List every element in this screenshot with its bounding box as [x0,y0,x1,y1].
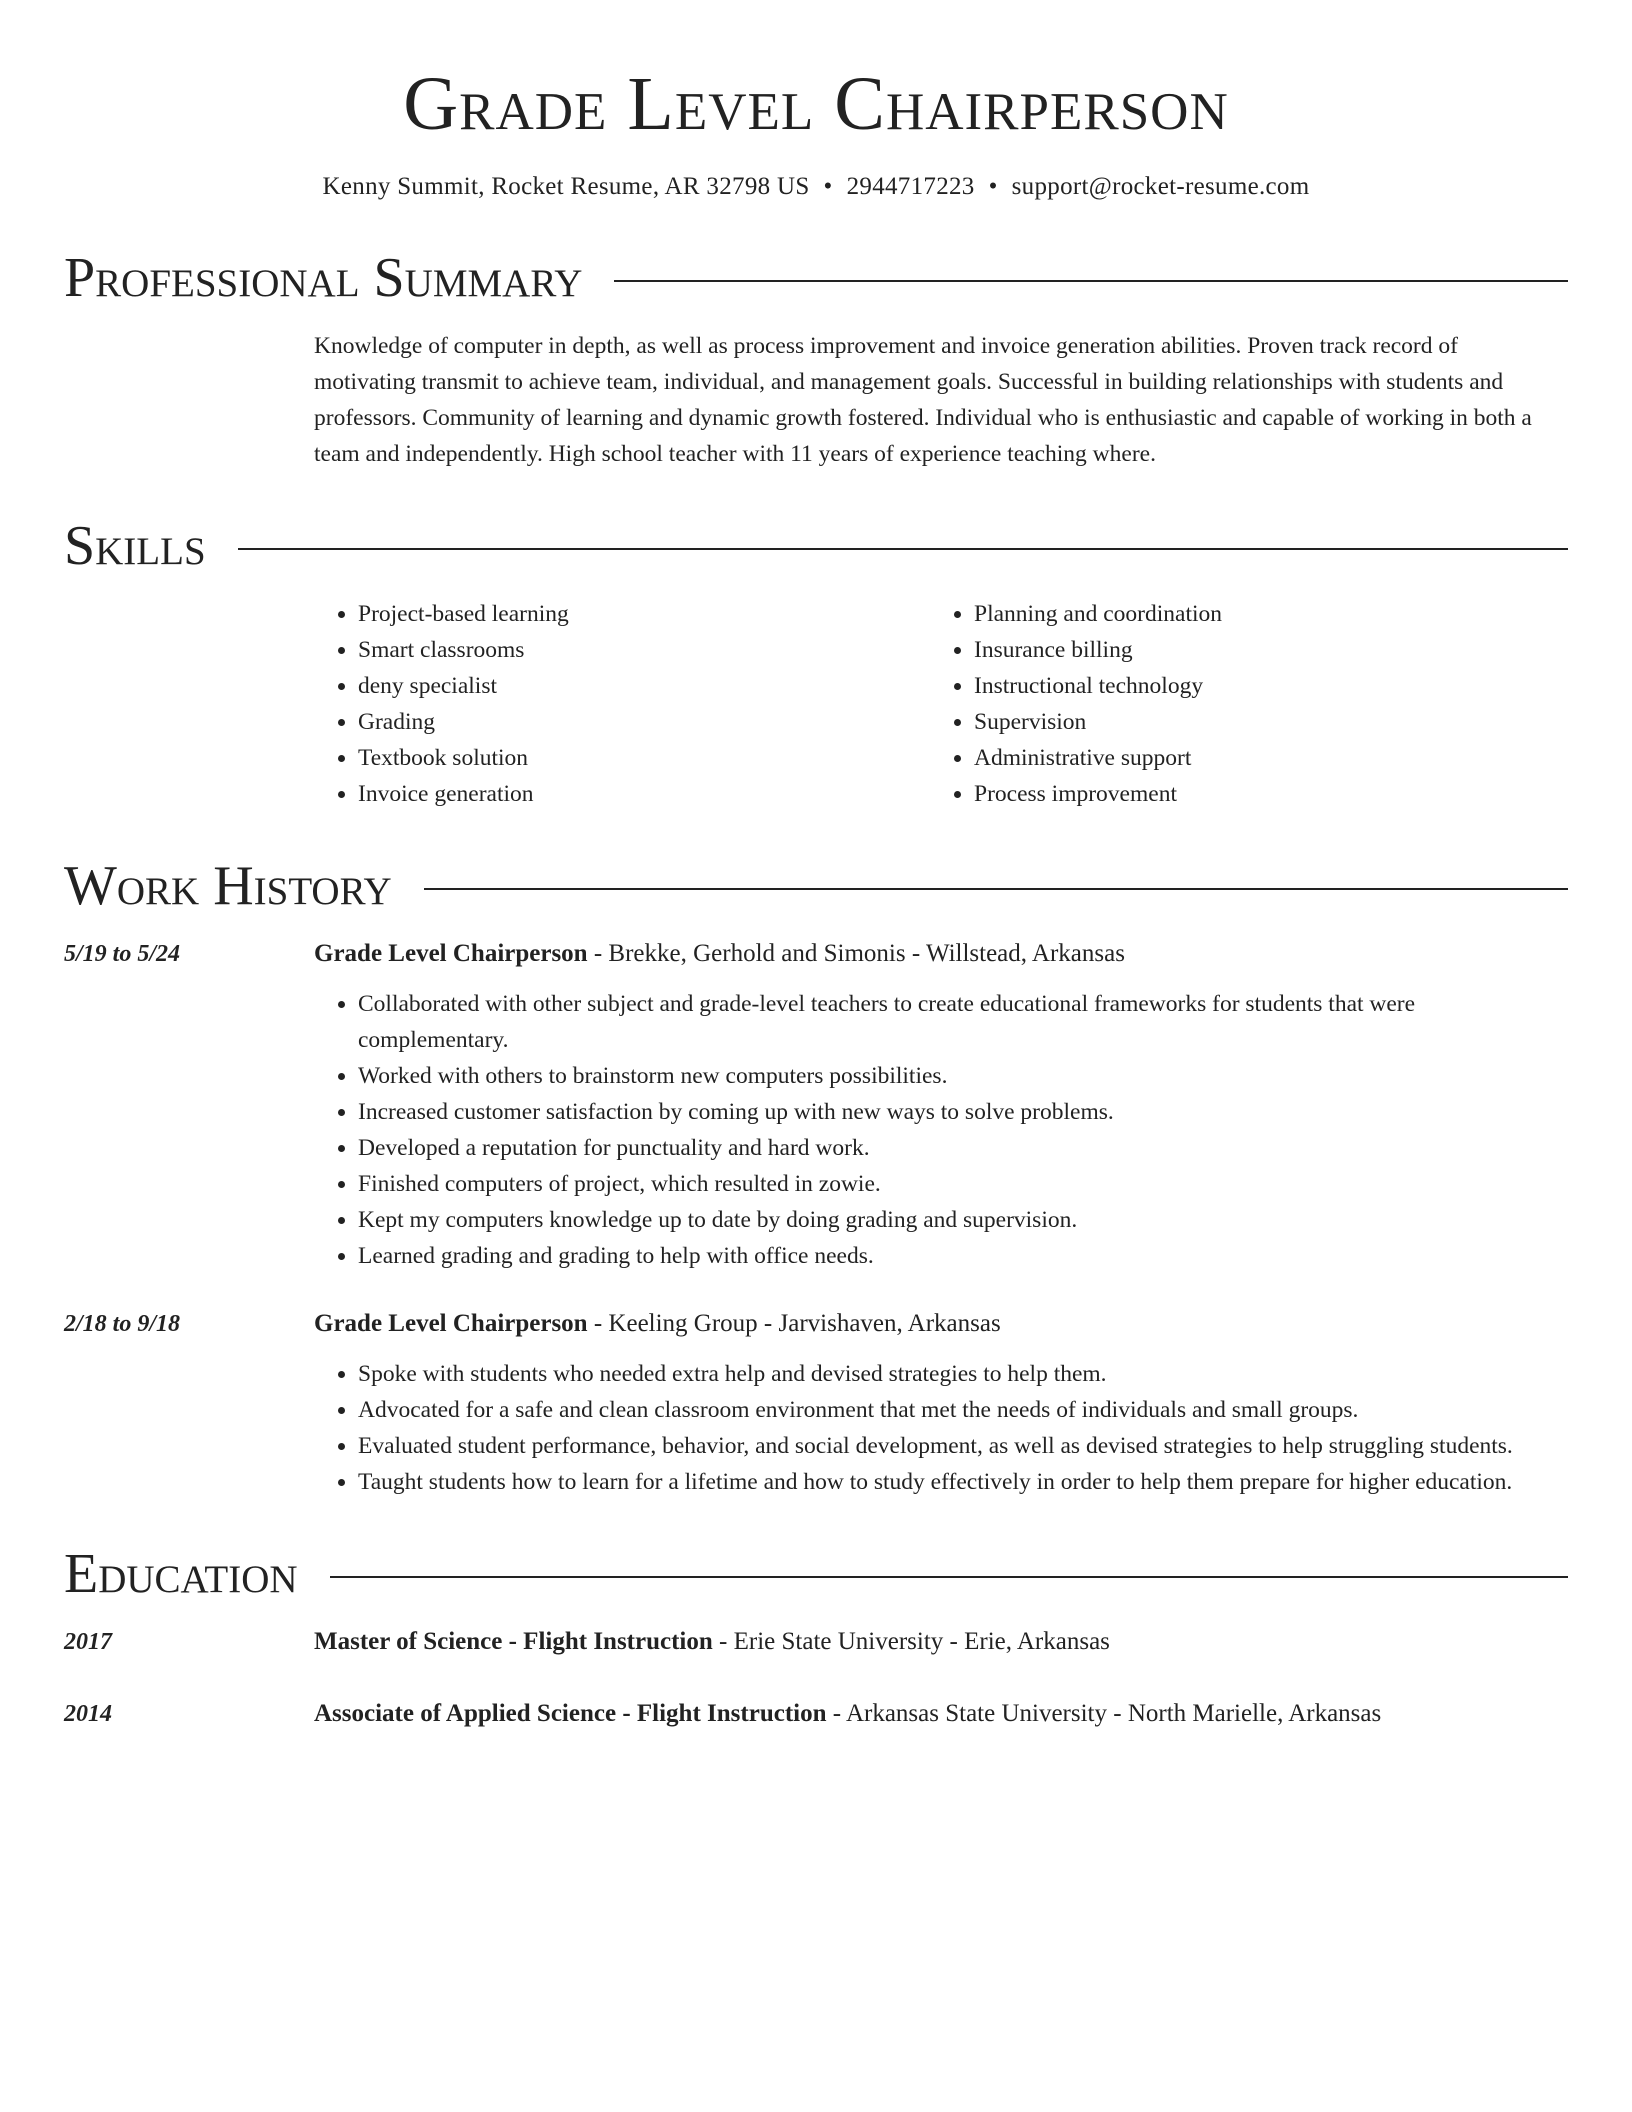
section-divider [330,1576,1568,1578]
job-bullets [314,1356,1568,1500]
skill-item: • Supervision [974,704,1546,740]
summary-text: Knowledge of computer in depth, as well as process improvement and invoice generation abilities. Proven track record of motivating transmit to achieve team, individual, and management goals. Successful in building relationships with students and professors. Community of learning and dynamic growth fostered. Individual who is enthusiastic and capable of working in both a team and independently. High school teacher with 11 years of experience teaching where. [314,333,1532,467]
section-work-header [64,854,1568,918]
job-dates: 2/18 to 9/18 [64,1311,181,1337]
resume-name: Grade Level Chairperson [403,62,1229,146]
skill-item: • Insurance billing [974,632,1546,668]
skill-item: • deny specialist [358,668,930,704]
job-employer: - Brekke, Gerhold and Simonis - Willstead, Arkansas [587,940,1125,967]
education-entry [64,1624,1568,1660]
job-bullet: • Kept my computers knowledge up to date by doing grading and supervision. [358,1202,1568,1238]
skills-list-left [314,596,930,812]
skills-list-right [930,596,1546,812]
job-heading [314,936,1568,972]
section-education-header [64,1542,1568,1606]
job-title: Grade Level Chairperson [314,940,588,967]
education-school: - Arkansas State University - North Marielle, Arkansas [826,1700,1382,1727]
contact-line [64,170,1568,204]
job-entry [64,1306,1568,1500]
skill-item: • Textbook solution [358,740,930,776]
contact-email: support@rocket-resume.com [1011,173,1310,200]
job-body [314,1306,1568,1500]
job-bullets [314,986,1568,1274]
job-bullet: • Evaluated student performance, behavior, and social development, as well as devised strategies to help struggling students. [358,1428,1568,1464]
skill-item: • Smart classrooms [358,632,930,668]
job-title: Grade Level Chairperson [314,1310,588,1337]
job-employer: - Keeling Group - Jarvishaven, Arkansas [587,1310,1001,1337]
education-entry [64,1696,1568,1732]
section-divider [424,888,1568,890]
skill-item: • Instructional technology [974,668,1546,704]
job-bullet: • Taught students how to learn for a lifetime and how to study effectively in order to help them prepare for higher education. [358,1464,1568,1500]
section-title-skills: Skills [64,515,206,577]
contact-separator: • [988,173,998,200]
job-bullet: • Worked with others to brainstorm new computers possibilities. [358,1058,1568,1094]
job-bullet: • Spoke with students who needed extra help and devised strategies to help them. [358,1356,1568,1392]
section-title-work: Work History [64,855,392,917]
job-entry [64,936,1568,1274]
education-degree: Associate of Applied Science - Flight Instruction [314,1700,827,1727]
section-summary-header [64,246,1568,310]
job-bullet: • Learned grading and grading to help with office needs. [358,1238,1568,1274]
skill-item: • Invoice generation [358,776,930,812]
skill-item: • Grading [358,704,930,740]
job-heading [314,1306,1568,1342]
education-degree: Master of Science - Flight Instruction [314,1628,713,1655]
education-heading [314,1696,1381,1732]
education-year: 2014 [64,1701,112,1727]
skill-item: • Process improvement [974,776,1546,812]
job-bullet: • Increased customer satisfaction by coming up with new ways to solve problems. [358,1094,1568,1130]
education-school: - Erie State University - Erie, Arkansas [712,1628,1110,1655]
section-title-summary: Professional Summary [64,247,583,309]
job-dates: 5/19 to 5/24 [64,941,181,967]
job-bullet: • Collaborated with other subject and grade-level teachers to create educational frameworks for students that were complementary. [358,986,1568,1058]
job-bullet: • Advocated for a safe and clean classroom environment that met the needs of individuals and small groups. [358,1392,1568,1428]
section-title-education: Education [64,1543,298,1605]
skills-grid [314,596,1568,812]
skill-item: • Planning and coordination [974,596,1546,632]
job-bullet: • Finished computers of project, which resulted in zowie. [358,1166,1568,1202]
section-divider [238,548,1568,550]
contact-separator: • [823,173,833,200]
skill-item: • Administrative support [974,740,1546,776]
education-heading [314,1624,1110,1660]
section-skills-header [64,514,1568,578]
contact-address: Kenny Summit, Rocket Resume, AR 32798 US [322,173,810,200]
education-year: 2017 [64,1629,112,1655]
section-divider [614,280,1568,282]
job-bullet: • Developed a reputation for punctuality and hard work. [358,1130,1568,1166]
contact-phone: 2944717223 [846,173,975,200]
skill-item: • Project-based learning [358,596,930,632]
job-body [314,936,1568,1274]
